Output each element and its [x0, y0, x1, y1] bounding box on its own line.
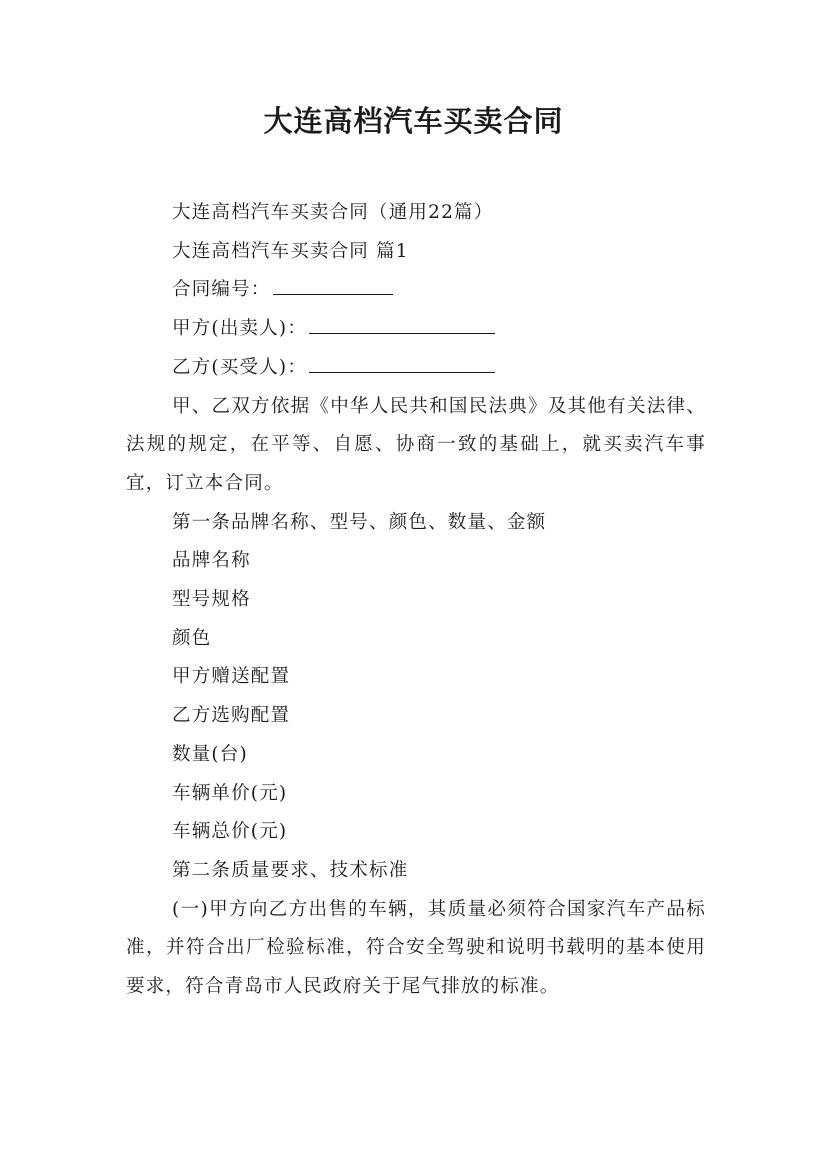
document-title: 大连高档汽车买卖合同	[263, 104, 564, 138]
item-total-price: 车辆总价(元)	[172, 821, 288, 843]
contract-number-label: 合同编号：	[172, 279, 271, 301]
clause-1-heading: 第一条品牌名称、型号、颜色、数量、金额	[172, 511, 547, 533]
party-b-blank	[309, 371, 495, 373]
item-optional-config: 乙方选购配置	[172, 705, 291, 727]
document-body	[126, 194, 706, 1007]
intro-paragraph: 甲、乙双方依据《中华人民共和国民法典》及其他有关法律、法规的规定，在平等、自愿、协商一致的基础上，就买卖汽车事宜，订立本合同。	[126, 395, 706, 494]
collection-title: 大连高档汽车买卖合同（通用22篇）	[172, 202, 494, 223]
party-b-label: 乙方(买受人)：	[172, 356, 308, 378]
contract-number-blank	[273, 293, 393, 295]
party-a-line	[126, 310, 706, 349]
article-heading: 大连高档汽车买卖合同 篇1	[172, 240, 409, 262]
item-color: 颜色	[172, 627, 212, 649]
party-b-line	[126, 349, 706, 388]
item-unit-price: 车辆单价(元)	[172, 782, 288, 804]
party-a-label: 甲方(出卖人)：	[172, 318, 308, 340]
contract-number-line	[126, 271, 706, 310]
clause-2-paragraph-1: (一)甲方向乙方出售的车辆，其质量必须符合国家汽车产品标准，并符合出厂检验标准，符合安全驾驶和说明书载明的基本使用要求，符合青岛市人民政府关于尾气排放的标准。	[126, 898, 706, 998]
party-a-blank	[309, 332, 495, 334]
item-gift-config: 甲方赠送配置	[172, 666, 291, 688]
item-brand: 品牌名称	[172, 550, 251, 572]
item-quantity: 数量(台)	[172, 743, 248, 765]
clause-2-heading: 第二条质量要求、技术标准	[172, 859, 409, 881]
item-model: 型号规格	[172, 589, 251, 611]
